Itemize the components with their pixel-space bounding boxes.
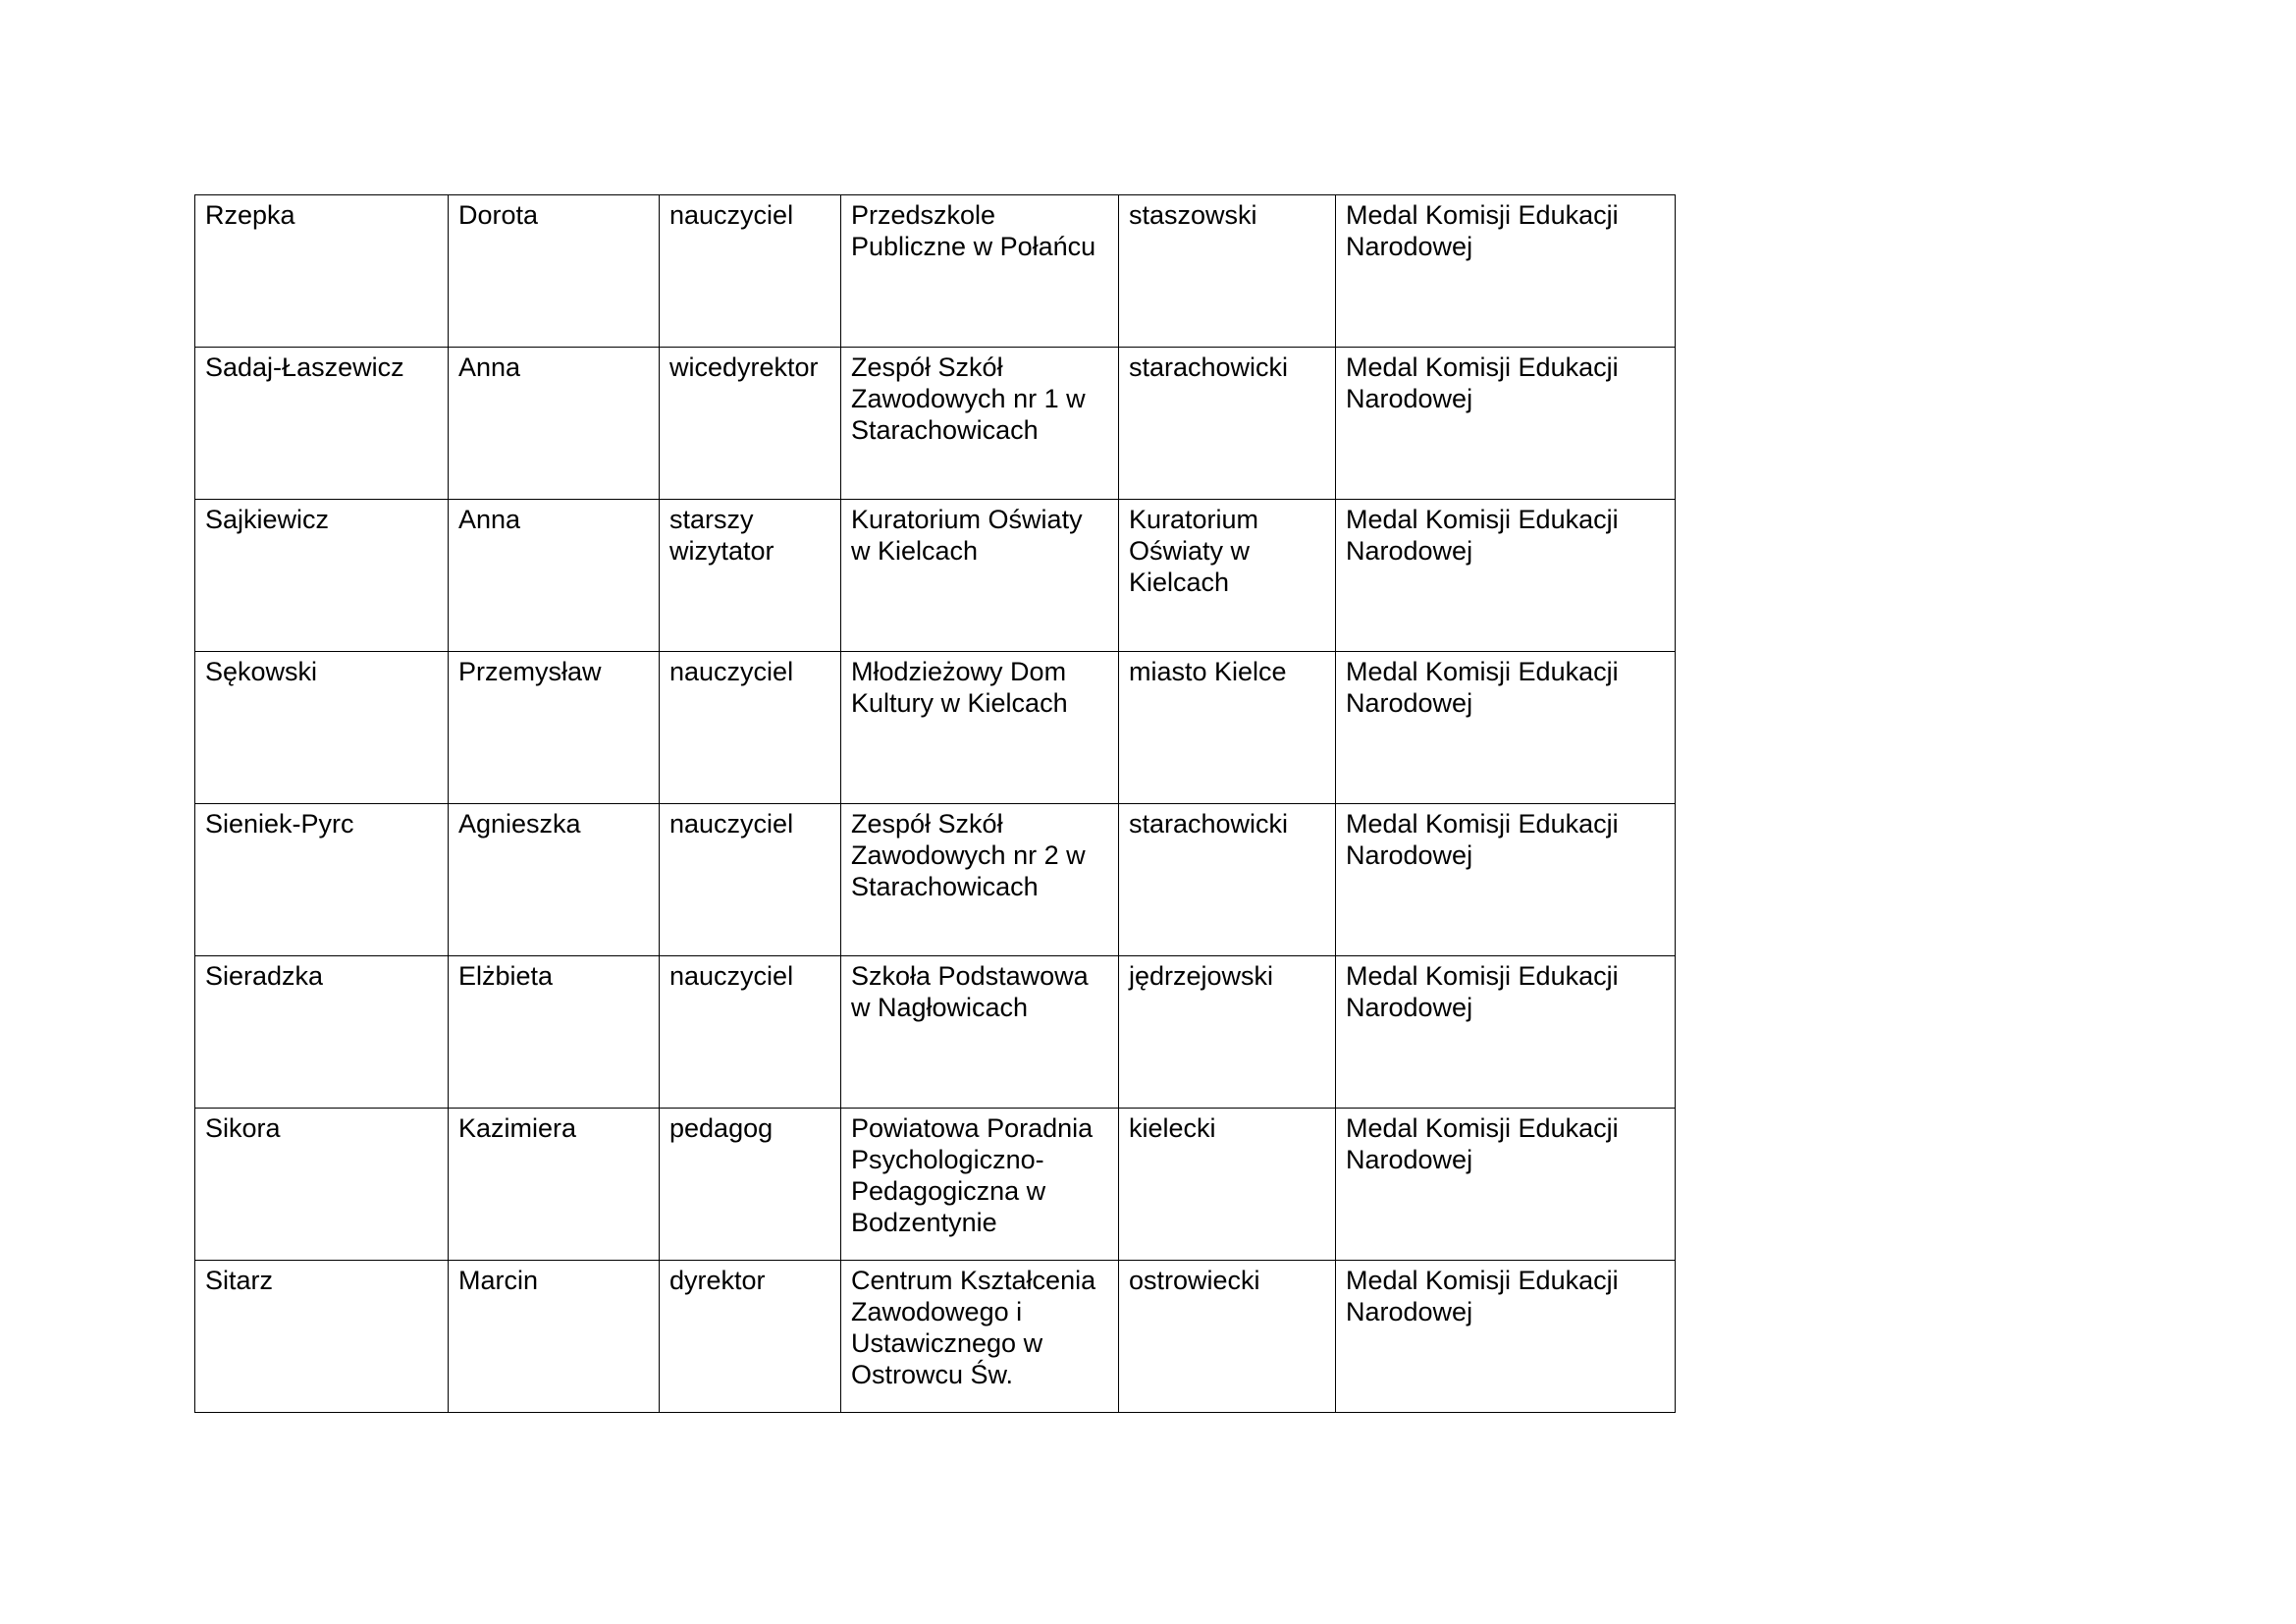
cell-first-name: Dorota [449,195,660,348]
table-row [195,348,1676,500]
cell-first-name: Anna [449,348,660,500]
cell-award: Medal Komisji Edukacji Narodowej [1336,956,1676,1109]
cell-institution: Szkoła Podstawowa w Nagłowicach [841,956,1119,1109]
cell-institution: Centrum Kształcenia Zawodowego i Ustawicznego w Ostrowcu Św. [841,1261,1119,1413]
cell-surname: Sękowski [195,652,449,804]
cell-surname: Sadaj-Łaszewicz [195,348,449,500]
cell-first-name: Agnieszka [449,804,660,956]
cell-first-name: Marcin [449,1261,660,1413]
cell-district: jędrzejowski [1119,956,1336,1109]
cell-institution: Kuratorium Oświaty w Kielcach [841,500,1119,652]
cell-position: nauczyciel [660,195,841,348]
cell-position: dyrektor [660,1261,841,1413]
table-row [195,195,1676,348]
cell-position: nauczyciel [660,956,841,1109]
cell-award: Medal Komisji Edukacji Narodowej [1336,1261,1676,1413]
cell-position: pedagog [660,1109,841,1261]
cell-surname: Sieniek-Pyrc [195,804,449,956]
cell-first-name: Elżbieta [449,956,660,1109]
cell-surname: Sajkiewicz [195,500,449,652]
table-row [195,500,1676,652]
cell-award: Medal Komisji Edukacji Narodowej [1336,1109,1676,1261]
cell-first-name: Kazimiera [449,1109,660,1261]
cell-position: starszy wizytator [660,500,841,652]
cell-surname: Sieradzka [195,956,449,1109]
cell-award: Medal Komisji Edukacji Narodowej [1336,195,1676,348]
cell-position: nauczyciel [660,804,841,956]
cell-position: wicedyrektor [660,348,841,500]
table-row [195,1261,1676,1413]
awards-table-body [195,195,1676,1413]
cell-institution: Powiatowa Poradnia Psychologiczno-Pedagogiczna w Bodzentynie [841,1109,1119,1261]
table-row [195,1109,1676,1261]
cell-district: starachowicki [1119,348,1336,500]
cell-institution: Przedszkole Publiczne w Połańcu [841,195,1119,348]
cell-surname: Sikora [195,1109,449,1261]
cell-award: Medal Komisji Edukacji Narodowej [1336,500,1676,652]
cell-surname: Rzepka [195,195,449,348]
awards-table [194,194,1676,1413]
cell-district: starachowicki [1119,804,1336,956]
cell-first-name: Anna [449,500,660,652]
cell-first-name: Przemysław [449,652,660,804]
cell-district: miasto Kielce [1119,652,1336,804]
cell-surname: Sitarz [195,1261,449,1413]
cell-institution: Młodzieżowy Dom Kultury w Kielcach [841,652,1119,804]
cell-institution: Zespół Szkół Zawodowych nr 2 w Starachowicach [841,804,1119,956]
cell-position: nauczyciel [660,652,841,804]
cell-district: staszowski [1119,195,1336,348]
cell-award: Medal Komisji Edukacji Narodowej [1336,652,1676,804]
cell-institution: Zespół Szkół Zawodowych nr 1 w Starachowicach [841,348,1119,500]
cell-district: kielecki [1119,1109,1336,1261]
cell-district: Kuratorium Oświaty w Kielcach [1119,500,1336,652]
cell-award: Medal Komisji Edukacji Narodowej [1336,348,1676,500]
cell-district: ostrowiecki [1119,1261,1336,1413]
cell-award: Medal Komisji Edukacji Narodowej [1336,804,1676,956]
table-row [195,652,1676,804]
table-row [195,956,1676,1109]
table-row [195,804,1676,956]
